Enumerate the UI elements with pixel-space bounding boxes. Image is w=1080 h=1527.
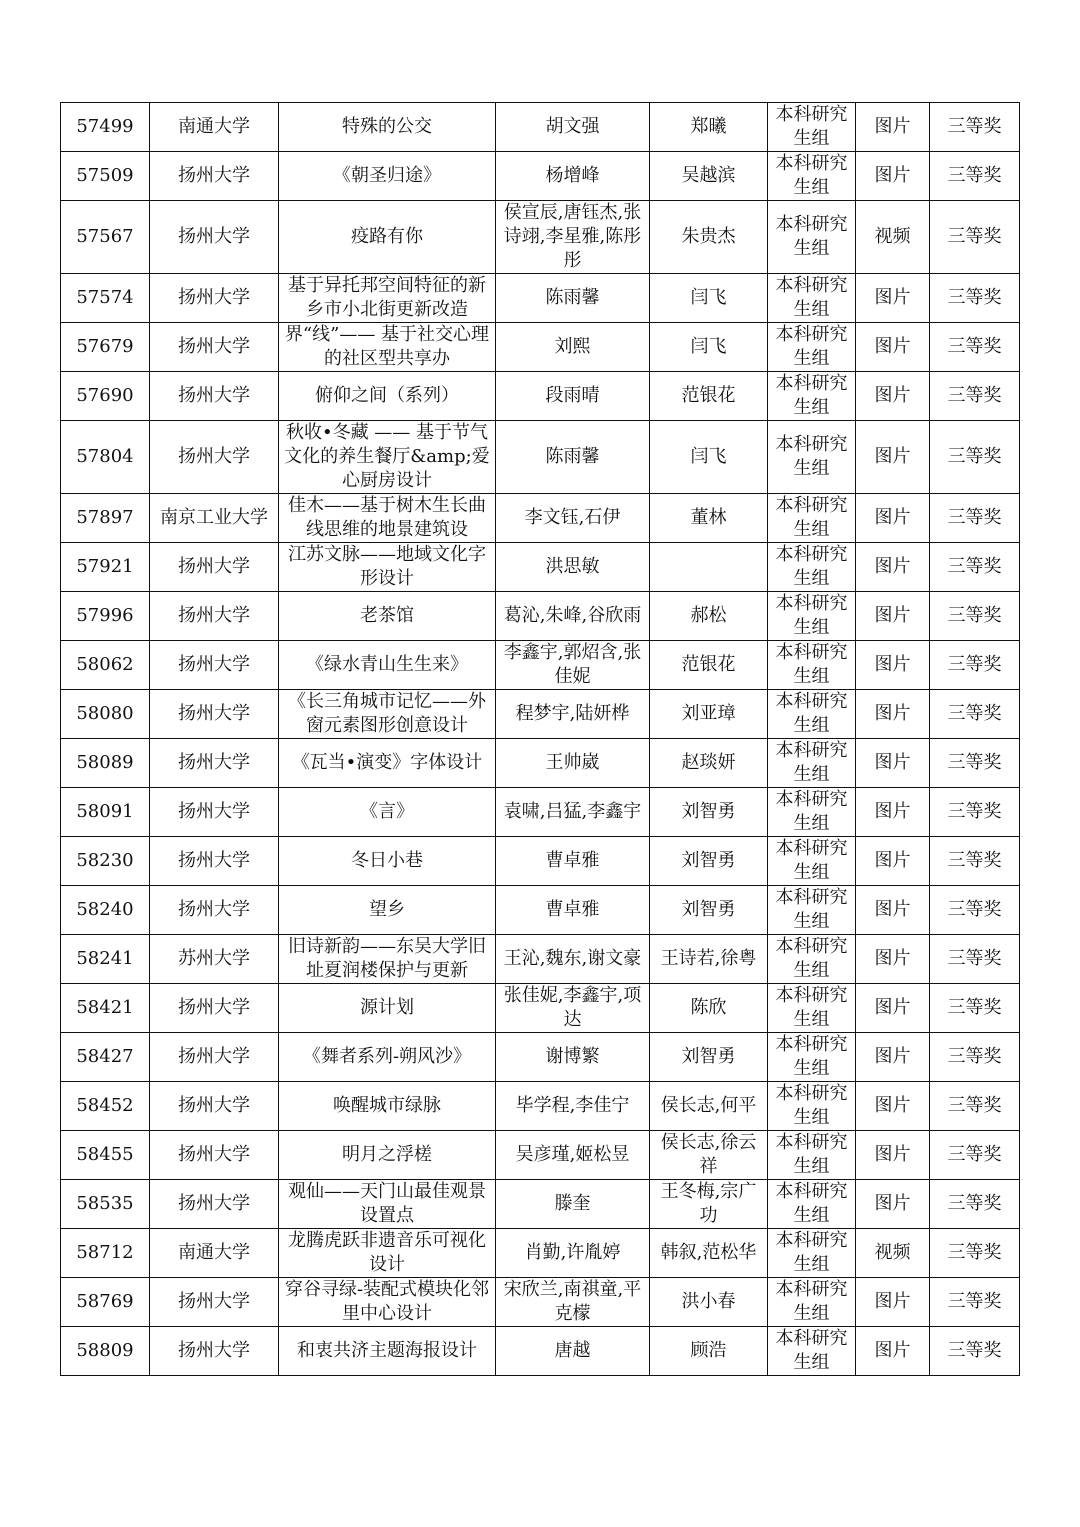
school-cell: 苏州大学 xyxy=(150,935,279,984)
work-title-cell: 老茶馆 xyxy=(279,592,496,641)
award-cell: 三等奖 xyxy=(930,274,1020,323)
work-title-cell: 《绿水青山生生来》 xyxy=(279,641,496,690)
advisor-cell: 闫飞 xyxy=(650,421,768,494)
work-title-cell: 佳木——基于树木生长曲线思维的地景建筑设 xyxy=(279,494,496,543)
work-title-cell: 龙腾虎跃非遗音乐可视化设计 xyxy=(279,1229,496,1278)
entry-id-cell: 57690 xyxy=(61,372,150,421)
award-cell: 三等奖 xyxy=(930,372,1020,421)
authors-cell: 陈雨馨 xyxy=(496,421,650,494)
advisor-cell: 韩叙,范松华 xyxy=(650,1229,768,1278)
group-cell: 本科研究生组 xyxy=(768,935,856,984)
work-type-cell: 图片 xyxy=(856,1278,930,1327)
table-row xyxy=(61,1131,1020,1180)
school-cell: 扬州大学 xyxy=(150,1278,279,1327)
work-title-cell: 明月之浮槎 xyxy=(279,1131,496,1180)
advisor-cell: 顾浩 xyxy=(650,1327,768,1376)
work-title-cell: 基于异托邦空间特征的新乡市小北街更新改造 xyxy=(279,274,496,323)
awards-table-body xyxy=(61,103,1020,1376)
table-row xyxy=(61,739,1020,788)
advisor-cell: 郑曦 xyxy=(650,103,768,152)
group-cell: 本科研究生组 xyxy=(768,886,856,935)
work-title-cell: 《瓦当•演变》字体设计 xyxy=(279,739,496,788)
entry-id-cell: 57509 xyxy=(61,152,150,201)
advisor-cell: 刘智勇 xyxy=(650,837,768,886)
work-title-cell: 唤醒城市绿脉 xyxy=(279,1082,496,1131)
work-type-cell: 图片 xyxy=(856,494,930,543)
school-cell: 扬州大学 xyxy=(150,152,279,201)
group-cell: 本科研究生组 xyxy=(768,837,856,886)
entry-id-cell: 57567 xyxy=(61,201,150,274)
advisor-cell: 刘智勇 xyxy=(650,886,768,935)
advisor-cell: 董林 xyxy=(650,494,768,543)
table-row xyxy=(61,421,1020,494)
table-row xyxy=(61,103,1020,152)
authors-cell: 侯宣辰,唐钰杰,张诗翊,李星雅,陈彤彤 xyxy=(496,201,650,274)
school-cell: 扬州大学 xyxy=(150,1033,279,1082)
work-title-cell: 旧诗新韵——东吴大学旧址夏润楼保护与更新 xyxy=(279,935,496,984)
authors-cell: 谢博繁 xyxy=(496,1033,650,1082)
table-row xyxy=(61,372,1020,421)
group-cell: 本科研究生组 xyxy=(768,372,856,421)
work-title-cell: 穿谷寻绿-装配式模块化邻里中心设计 xyxy=(279,1278,496,1327)
school-cell: 扬州大学 xyxy=(150,641,279,690)
group-cell: 本科研究生组 xyxy=(768,274,856,323)
school-cell: 南通大学 xyxy=(150,1229,279,1278)
advisor-cell: 朱贵杰 xyxy=(650,201,768,274)
award-cell: 三等奖 xyxy=(930,1327,1020,1376)
entry-id-cell: 58455 xyxy=(61,1131,150,1180)
work-title-cell: 秋收•冬藏 —— 基于节气文化的养生餐厅&amp;爱心厨房设计 xyxy=(279,421,496,494)
award-cell: 三等奖 xyxy=(930,886,1020,935)
school-cell: 扬州大学 xyxy=(150,592,279,641)
work-type-cell: 图片 xyxy=(856,984,930,1033)
award-cell: 三等奖 xyxy=(930,984,1020,1033)
table-row xyxy=(61,641,1020,690)
table-row xyxy=(61,1033,1020,1082)
table-row xyxy=(61,323,1020,372)
entry-id-cell: 57679 xyxy=(61,323,150,372)
award-cell: 三等奖 xyxy=(930,1229,1020,1278)
table-row xyxy=(61,1327,1020,1376)
work-type-cell: 图片 xyxy=(856,1033,930,1082)
school-cell: 扬州大学 xyxy=(150,1327,279,1376)
table-row xyxy=(61,886,1020,935)
group-cell: 本科研究生组 xyxy=(768,1131,856,1180)
authors-cell: 袁啸,吕猛,李鑫宇 xyxy=(496,788,650,837)
authors-cell: 李文钰,石伊 xyxy=(496,494,650,543)
authors-cell: 葛沁,朱峰,谷欣雨 xyxy=(496,592,650,641)
work-title-cell: 江苏文脉——地域文化字形设计 xyxy=(279,543,496,592)
advisor-cell xyxy=(650,543,768,592)
group-cell: 本科研究生组 xyxy=(768,984,856,1033)
school-cell: 扬州大学 xyxy=(150,323,279,372)
award-cell: 三等奖 xyxy=(930,690,1020,739)
work-title-cell: 源计划 xyxy=(279,984,496,1033)
table-row xyxy=(61,274,1020,323)
table-row xyxy=(61,592,1020,641)
award-cell: 三等奖 xyxy=(930,1033,1020,1082)
work-title-cell: 《舞者系列-朔风沙》 xyxy=(279,1033,496,1082)
authors-cell: 王沁,魏东,谢文豪 xyxy=(496,935,650,984)
table-row xyxy=(61,1229,1020,1278)
advisor-cell: 侯长志,何平 xyxy=(650,1082,768,1131)
table-row xyxy=(61,984,1020,1033)
school-cell: 扬州大学 xyxy=(150,1131,279,1180)
school-cell: 扬州大学 xyxy=(150,886,279,935)
group-cell: 本科研究生组 xyxy=(768,201,856,274)
work-type-cell: 图片 xyxy=(856,788,930,837)
authors-cell: 滕奎 xyxy=(496,1180,650,1229)
work-type-cell: 图片 xyxy=(856,1082,930,1131)
authors-cell: 程梦宇,陆妍桦 xyxy=(496,690,650,739)
work-type-cell: 图片 xyxy=(856,274,930,323)
group-cell: 本科研究生组 xyxy=(768,1180,856,1229)
award-cell: 三等奖 xyxy=(930,935,1020,984)
school-cell: 扬州大学 xyxy=(150,1180,279,1229)
entry-id-cell: 58452 xyxy=(61,1082,150,1131)
advisor-cell: 陈欣 xyxy=(650,984,768,1033)
group-cell: 本科研究生组 xyxy=(768,592,856,641)
entry-id-cell: 58769 xyxy=(61,1278,150,1327)
work-type-cell: 图片 xyxy=(856,935,930,984)
group-cell: 本科研究生组 xyxy=(768,739,856,788)
award-cell: 三等奖 xyxy=(930,1180,1020,1229)
school-cell: 扬州大学 xyxy=(150,421,279,494)
entry-id-cell: 58535 xyxy=(61,1180,150,1229)
advisor-cell: 郝松 xyxy=(650,592,768,641)
table-row xyxy=(61,494,1020,543)
entry-id-cell: 57897 xyxy=(61,494,150,543)
group-cell: 本科研究生组 xyxy=(768,641,856,690)
table-row xyxy=(61,152,1020,201)
work-type-cell: 图片 xyxy=(856,1180,930,1229)
group-cell: 本科研究生组 xyxy=(768,323,856,372)
award-cell: 三等奖 xyxy=(930,1131,1020,1180)
authors-cell: 肖勤,许胤婷 xyxy=(496,1229,650,1278)
entry-id-cell: 57996 xyxy=(61,592,150,641)
award-cell: 三等奖 xyxy=(930,592,1020,641)
authors-cell: 刘熙 xyxy=(496,323,650,372)
entry-id-cell: 58427 xyxy=(61,1033,150,1082)
table-row xyxy=(61,935,1020,984)
work-type-cell: 图片 xyxy=(856,641,930,690)
table-row xyxy=(61,837,1020,886)
award-cell: 三等奖 xyxy=(930,543,1020,592)
work-type-cell: 图片 xyxy=(856,152,930,201)
table-row xyxy=(61,788,1020,837)
entry-id-cell: 58062 xyxy=(61,641,150,690)
advisor-cell: 范银花 xyxy=(650,372,768,421)
authors-cell: 唐越 xyxy=(496,1327,650,1376)
group-cell: 本科研究生组 xyxy=(768,543,856,592)
entry-id-cell: 58421 xyxy=(61,984,150,1033)
entry-id-cell: 58809 xyxy=(61,1327,150,1376)
work-type-cell: 图片 xyxy=(856,886,930,935)
authors-cell: 王帅崴 xyxy=(496,739,650,788)
school-cell: 扬州大学 xyxy=(150,690,279,739)
work-type-cell: 图片 xyxy=(856,1131,930,1180)
school-cell: 扬州大学 xyxy=(150,788,279,837)
advisor-cell: 刘智勇 xyxy=(650,1033,768,1082)
work-title-cell: 特殊的公交 xyxy=(279,103,496,152)
work-title-cell: 冬日小巷 xyxy=(279,837,496,886)
work-type-cell: 图片 xyxy=(856,690,930,739)
work-type-cell: 图片 xyxy=(856,739,930,788)
group-cell: 本科研究生组 xyxy=(768,1278,856,1327)
entry-id-cell: 57499 xyxy=(61,103,150,152)
group-cell: 本科研究生组 xyxy=(768,1082,856,1131)
school-cell: 扬州大学 xyxy=(150,372,279,421)
awards-table xyxy=(60,102,1020,1376)
entry-id-cell: 58089 xyxy=(61,739,150,788)
group-cell: 本科研究生组 xyxy=(768,788,856,837)
entry-id-cell: 57804 xyxy=(61,421,150,494)
work-type-cell: 图片 xyxy=(856,592,930,641)
school-cell: 扬州大学 xyxy=(150,739,279,788)
work-title-cell: 望乡 xyxy=(279,886,496,935)
work-title-cell: 疫路有你 xyxy=(279,201,496,274)
authors-cell: 曹卓雅 xyxy=(496,837,650,886)
entry-id-cell: 58091 xyxy=(61,788,150,837)
school-cell: 扬州大学 xyxy=(150,274,279,323)
entry-id-cell: 58241 xyxy=(61,935,150,984)
table-row xyxy=(61,1082,1020,1131)
award-cell: 三等奖 xyxy=(930,421,1020,494)
advisor-cell: 闫飞 xyxy=(650,274,768,323)
award-cell: 三等奖 xyxy=(930,201,1020,274)
authors-cell: 张佳妮,李鑫宇,项达 xyxy=(496,984,650,1033)
award-cell: 三等奖 xyxy=(930,152,1020,201)
authors-cell: 毕学程,李佳宁 xyxy=(496,1082,650,1131)
award-cell: 三等奖 xyxy=(930,1082,1020,1131)
school-cell: 扬州大学 xyxy=(150,1082,279,1131)
authors-cell: 曹卓雅 xyxy=(496,886,650,935)
school-cell: 扬州大学 xyxy=(150,984,279,1033)
school-cell: 扬州大学 xyxy=(150,837,279,886)
school-cell: 扬州大学 xyxy=(150,543,279,592)
advisor-cell: 赵琰妍 xyxy=(650,739,768,788)
group-cell: 本科研究生组 xyxy=(768,421,856,494)
entry-id-cell: 58230 xyxy=(61,837,150,886)
group-cell: 本科研究生组 xyxy=(768,1033,856,1082)
group-cell: 本科研究生组 xyxy=(768,103,856,152)
award-cell: 三等奖 xyxy=(930,103,1020,152)
table-row xyxy=(61,201,1020,274)
work-type-cell: 视频 xyxy=(856,1229,930,1278)
work-title-cell: 界“线”—— 基于社交心理的社区型共享办 xyxy=(279,323,496,372)
work-type-cell: 图片 xyxy=(856,103,930,152)
authors-cell: 杨增峰 xyxy=(496,152,650,201)
work-type-cell: 图片 xyxy=(856,1327,930,1376)
work-title-cell: 观仙——天门山最佳观景设置点 xyxy=(279,1180,496,1229)
award-cell: 三等奖 xyxy=(930,739,1020,788)
entry-id-cell: 57921 xyxy=(61,543,150,592)
work-type-cell: 图片 xyxy=(856,323,930,372)
group-cell: 本科研究生组 xyxy=(768,1229,856,1278)
advisor-cell: 吴越滨 xyxy=(650,152,768,201)
award-cell: 三等奖 xyxy=(930,641,1020,690)
advisor-cell: 王诗若,徐粤 xyxy=(650,935,768,984)
entry-id-cell: 58712 xyxy=(61,1229,150,1278)
advisor-cell: 刘亚璋 xyxy=(650,690,768,739)
advisor-cell: 范银花 xyxy=(650,641,768,690)
advisor-cell: 洪小春 xyxy=(650,1278,768,1327)
table-row xyxy=(61,1180,1020,1229)
group-cell: 本科研究生组 xyxy=(768,152,856,201)
authors-cell: 胡文强 xyxy=(496,103,650,152)
work-type-cell: 图片 xyxy=(856,421,930,494)
work-type-cell: 图片 xyxy=(856,372,930,421)
authors-cell: 段雨晴 xyxy=(496,372,650,421)
authors-cell: 宋欣兰,南祺童,平克檬 xyxy=(496,1278,650,1327)
work-title-cell: 《朝圣归途》 xyxy=(279,152,496,201)
authors-cell: 李鑫宇,郭炤含,张佳妮 xyxy=(496,641,650,690)
work-type-cell: 视频 xyxy=(856,201,930,274)
table-row xyxy=(61,690,1020,739)
authors-cell: 洪思敏 xyxy=(496,543,650,592)
table-row xyxy=(61,1278,1020,1327)
work-title-cell: 《长三角城市记忆——外窗元素图形创意设计 xyxy=(279,690,496,739)
award-cell: 三等奖 xyxy=(930,1278,1020,1327)
school-cell: 扬州大学 xyxy=(150,201,279,274)
advisor-cell: 闫飞 xyxy=(650,323,768,372)
entry-id-cell: 58080 xyxy=(61,690,150,739)
advisor-cell: 刘智勇 xyxy=(650,788,768,837)
entry-id-cell: 58240 xyxy=(61,886,150,935)
group-cell: 本科研究生组 xyxy=(768,690,856,739)
award-cell: 三等奖 xyxy=(930,837,1020,886)
award-cell: 三等奖 xyxy=(930,494,1020,543)
table-row xyxy=(61,543,1020,592)
work-type-cell: 图片 xyxy=(856,837,930,886)
award-cell: 三等奖 xyxy=(930,323,1020,372)
entry-id-cell: 57574 xyxy=(61,274,150,323)
school-cell: 南京工业大学 xyxy=(150,494,279,543)
group-cell: 本科研究生组 xyxy=(768,494,856,543)
advisor-cell: 王冬梅,宗广功 xyxy=(650,1180,768,1229)
work-type-cell: 图片 xyxy=(856,543,930,592)
advisor-cell: 侯长志,徐云祥 xyxy=(650,1131,768,1180)
authors-cell: 陈雨馨 xyxy=(496,274,650,323)
school-cell: 南通大学 xyxy=(150,103,279,152)
work-title-cell: 俯仰之间（系列） xyxy=(279,372,496,421)
group-cell: 本科研究生组 xyxy=(768,1327,856,1376)
award-cell: 三等奖 xyxy=(930,788,1020,837)
work-title-cell: 《言》 xyxy=(279,788,496,837)
authors-cell: 吴彦瑾,姬松昱 xyxy=(496,1131,650,1180)
work-title-cell: 和衷共济主题海报设计 xyxy=(279,1327,496,1376)
